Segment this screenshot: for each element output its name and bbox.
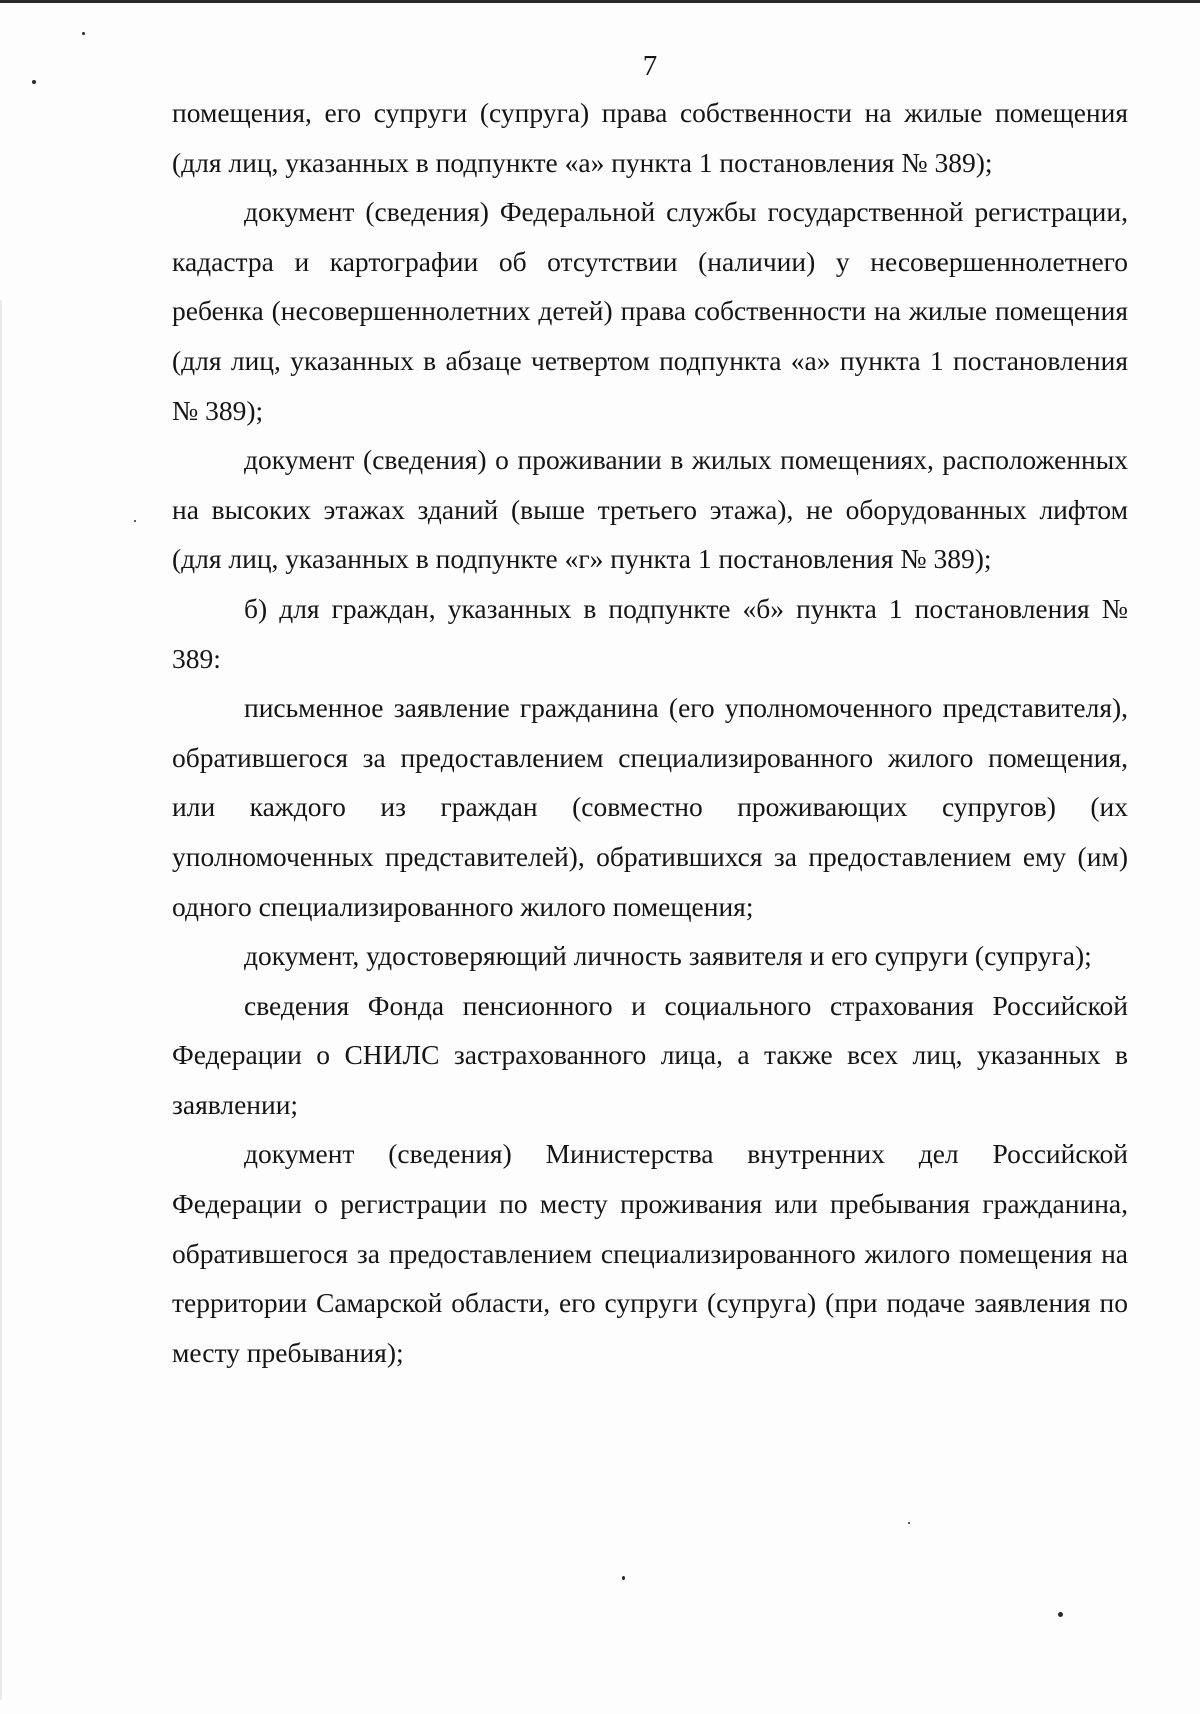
scan-speck: [622, 1576, 625, 1580]
paragraph: документ, удостоверяющий личность заявителя и его супруги (супруга);: [244, 940, 1092, 972]
paragraph: сведения Фонда пенсионного и социального страхования Российской Федерации о СНИЛС застрахованного лица, а также всех лиц, указанных в заявлении;: [172, 989, 1128, 1120]
scan-left-edge: [0, 300, 2, 1700]
paragraph: документ (сведения) Федеральной службы государственной регистрации, кадастра и картографии об отсутствии (наличии) у несовершеннолетнего ребенка (несовершеннолетних детей) права собственности на жилые помещения (для лиц, указанных в абзаце четвертом подпункта «а» пункта 1 постановления № 389);: [172, 196, 1128, 426]
scan-speck: [82, 32, 85, 35]
paragraph: документ (сведения) о проживании в жилых помещениях, расположенных на высоких этажах зданий (выше третьего этажа), не оборудованных лифтом (для лиц, указанных в подпункте «г» пункта 1 постановления № 389);: [172, 444, 1128, 575]
scan-top-edge: [0, 0, 1200, 3]
paragraph: б) для граждан, указанных в подпункте «б» пункта 1 постановления № 389:: [172, 592, 1128, 674]
paragraph: письменное заявление гражданина (его уполномоченного представителя), обратившегося за предоставлением специализированного жилого помещения, или каждого из граждан (совместно проживающих супругов) (их уполномоченных представителей), обратившихся за предоставлением ему (им) одного специализированного жилого помещения;: [172, 692, 1128, 922]
paragraph: помещения, его супруги (супруга) права собственности на жилые помещения (для лиц, указанных в подпункте «а» пункта 1 постановления № 389);: [172, 97, 1128, 178]
document-body: [172, 88, 1128, 1377]
scan-speck: [134, 520, 136, 522]
scan-speck: [908, 1522, 910, 1524]
scan-speck: [1058, 1612, 1063, 1617]
page-number: 7: [642, 50, 658, 82]
scan-speck: [32, 80, 36, 84]
paragraph: документ (сведения) Министерства внутренних дел Российской Федерации о регистрации по месту проживания или пребывания гражданина, обратившегося за предоставлением специализированного жилого помещения на территории Самарской области, его супруги (супруга) (при подаче заявления по месту пребывания);: [172, 1138, 1128, 1368]
